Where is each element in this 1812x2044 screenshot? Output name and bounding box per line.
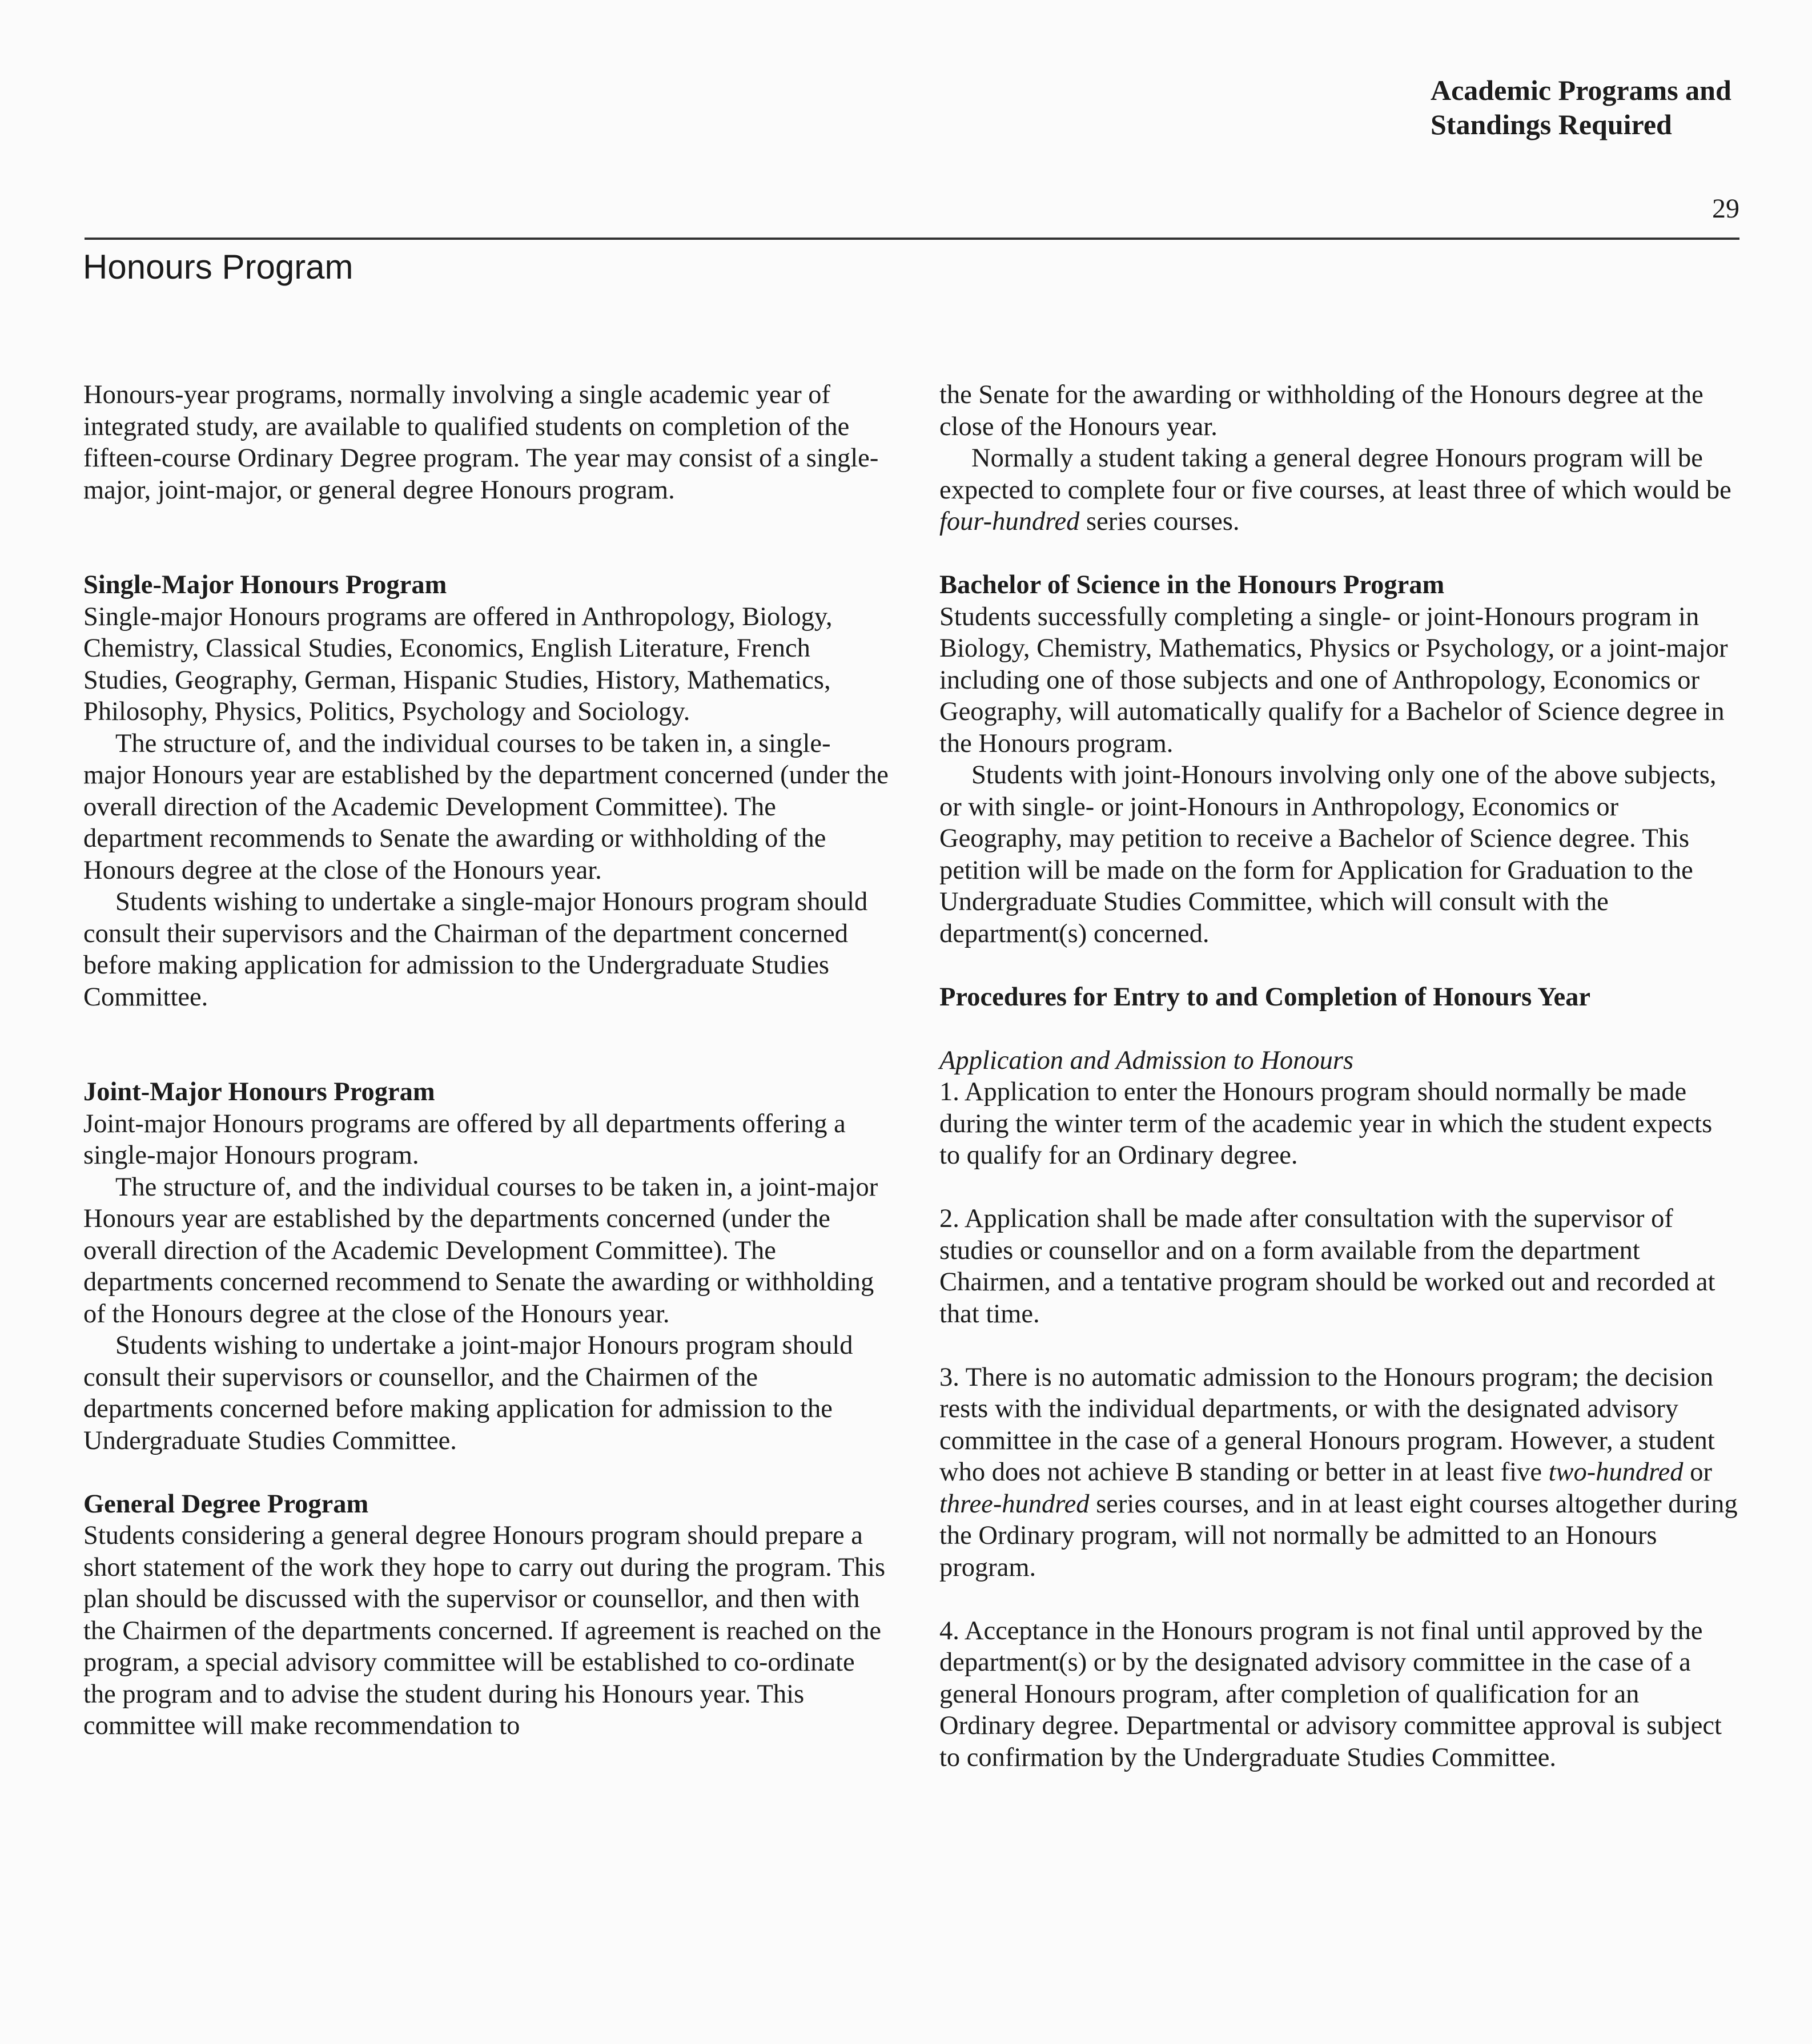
page-title: Honours Program (83, 248, 353, 286)
joint-major-paragraph-2: The structure of, and the individual courses to be taken in, a joint-major Honours year are established by the departments concerned (under the overall direction of the Academic Development Committee). The departments concerned recommend to Senate the awarding or withholding of the Honours degree at the close of the Honours year. (83, 1172, 878, 1329)
single-major-paragraph-1: Single-major Honours programs are offered in Anthropology, Biology, Chemistry, Classical Studies, Economics, English Literature, French Studies, Geography, German, Hispanic Studies, History, Mathematics, Philosophy, Physics, Politics, Psychology and Sociology. (83, 602, 833, 726)
general-degree-continued: the Senate for the awarding or withholding of the Honours degree at the close of the Honours year. (939, 380, 1703, 441)
header-rule (85, 238, 1739, 240)
bsc-heading: Bachelor of Science in the Honours Program (939, 570, 1445, 599)
joint-major-paragraph-3: Students wishing to undertake a joint-major Honours program should consult their supervisors or counsellor, and the Chairmen of the departments concerned before making application for admission to the Undergraduate Studies Committee. (83, 1331, 853, 1455)
procedure-item-3: 3. There is no automatic admission to the Honours program; the decision rests with the individual departments, or with the designated advisory committee in the case of a general Honours program. However, a student who does not achieve B standing or better in at least five two-hundred or three-hundred series courses, and in at least eight courses altogether during the Ordinary program, will not normally be admitted to an Honours program. (939, 1362, 1738, 1582)
general-degree-paragraph-2: Normally a student taking a general degree Honours program will be expected to complete four or five courses, at least three of which would be four-hundred series courses. (939, 444, 1731, 536)
application-subheading: Application and Admission to Honours (939, 1045, 1354, 1075)
procedures-heading: Procedures for Entry to and Completion of Honours Year (939, 982, 1591, 1012)
single-major-heading: Single-Major Honours Program (83, 570, 447, 599)
procedure-item-2: 2. Application shall be made after consultation with the supervisor of studies or counsellor and on a form available from the department Chairmen, and a tentative program should be worked out and recorded at that time. (939, 1204, 1715, 1329)
page-number: 29 (1712, 194, 1739, 224)
single-major-paragraph-2: The structure of, and the individual courses to be taken in, a single-major Honours year are established by the department concerned (under the overall direction of the Academic Development Committee). The department recommends to Senate the awarding or withholding of the Honours degree at the close of the Honours year. (83, 729, 889, 885)
left-column (83, 379, 889, 1742)
running-head-line-1: Academic Programs and (1431, 74, 1731, 106)
joint-major-paragraph-1: Joint-major Honours programs are offered by all departments offering a single-major Honours program. (83, 1109, 846, 1170)
running-head (1431, 73, 1773, 142)
right-column (939, 379, 1739, 1773)
single-major-paragraph-3: Students wishing to undertake a single-major Honours program should consult their supervisors and the Chairman of the department concerned before making application for admission to the Undergraduate Studies Committee. (83, 887, 868, 1012)
bsc-paragraph-1: Students successfully completing a single- or joint-Honours program in Biology, Chemistry, Mathematics, Physics or Psychology, or a joint-major including one of those subjects and one of Anthropology, Economics or Geography, will automatically qualify for a Bachelor of Science degree in the Honours program. (939, 602, 1728, 758)
general-degree-heading: General Degree Program (83, 1489, 369, 1519)
running-head-line-2: Standings Required (1431, 108, 1672, 140)
bsc-paragraph-2: Students with joint-Honours involving only one of the above subjects, or with single- or joint-Honours in Anthropology, Economics or Geography, may petition to receive a Bachelor of Science degree. This petition will be made on the form for Application for Graduation to the Undergraduate Studies Committee, which will consult with the department(s) concerned. (939, 761, 1717, 948)
joint-major-heading: Joint-Major Honours Program (83, 1077, 435, 1107)
procedure-item-4: 4. Acceptance in the Honours program is not final until approved by the department(s) or by the designated advisory committee in the case of a general Honours program, after completion of qualification for an Ordinary degree. Departmental or advisory committee approval is subject to confirmation by the Undergraduate Studies Committee. (939, 1616, 1722, 1772)
procedure-item-1: 1. Application to enter the Honours program should normally be made during the winter term of the academic year in which the student expects to qualify for an Ordinary degree. (939, 1077, 1713, 1170)
general-degree-paragraph-1: Students considering a general degree Honours program should prepare a short statement of the work they hope to carry out during the program. This plan should be discussed with the supervisor or counsellor, and then with the Chairmen of the departments concerned. If agreement is reached on the program, a special advisory committee will be established to co-ordinate the program and to advise the student during his Honours year. This committee will make recommendation to (83, 1521, 886, 1740)
intro-paragraph: Honours-year programs, normally involving a single academic year of integrated study, are available to qualified students on completion of the fifteen-course Ordinary Degree program. The year may consist of a single-major, joint-major, or general degree Honours program. (83, 380, 879, 505)
